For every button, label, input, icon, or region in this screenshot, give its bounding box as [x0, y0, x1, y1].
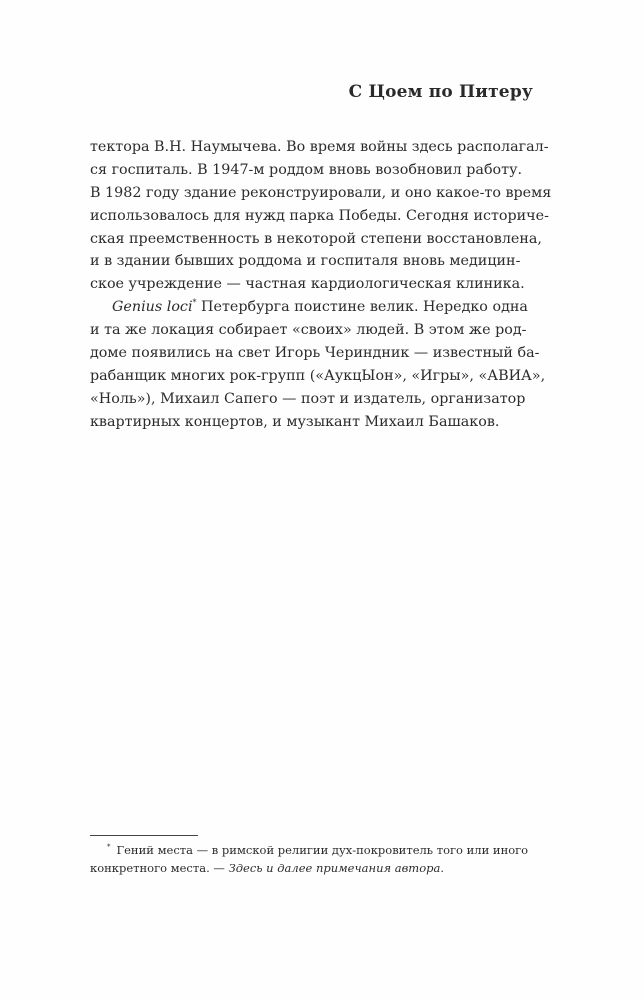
text-line [90, 411, 532, 434]
footnote-line [90, 860, 532, 878]
text-line-content: ское учреждение — частная кардиологическая клиника. [90, 276, 525, 293]
text-line-content: Петербурга поистине велик. Нередко одна [196, 299, 528, 316]
text-line-content: ся госпиталь. В 1947-м роддом вновь возобновил работу. [90, 161, 523, 178]
footnote-divider [90, 835, 198, 836]
text-line [90, 250, 532, 273]
text-line [90, 273, 532, 296]
footnote-text: конкретного места. — [90, 860, 229, 875]
text-line [90, 342, 540, 365]
text-line [90, 136, 549, 159]
footnote-reference[interactable]: * [192, 298, 197, 308]
text-line [90, 182, 552, 205]
footnote-italic-text: Здесь и далее примечания автора [228, 860, 441, 875]
text-line [90, 205, 549, 228]
paragraph-first-line [90, 296, 532, 319]
text-line-content: ская преемственность в некоторой степени восстановлена, [90, 230, 542, 247]
text-line-content: и та же локация собирает «своих» людей. В этом же род- [90, 322, 527, 339]
text-line-content: «Ноль»), Михаил Сапего — поэт и издатель, организатор [90, 390, 526, 407]
body-text [90, 136, 552, 434]
text-line-content: В 1982 году здание реконструировали, и оно какое-то время [90, 184, 552, 201]
text-line [90, 228, 542, 251]
text-line [90, 365, 546, 388]
text-line [90, 388, 532, 411]
text-line-content: использовалось для нужд парка Победы. Сегодня историче- [90, 207, 549, 224]
text-line [90, 319, 532, 342]
footnote-text: Гений места — в римской религии дух-покровитель того или иного [116, 843, 529, 857]
footnote-line [90, 842, 532, 860]
text-line-content: тектора В.Н. Наумычева. Во время войны здесь располагал- [90, 139, 549, 155]
text-line-content: и в здании бывших роддома и госпиталя вновь медицин- [90, 253, 521, 270]
running-head: С Цоем по Питеру [348, 82, 533, 102]
footnote-mark: * [107, 843, 111, 852]
text-line-content: доме появились на свет Игорь Чериндник — известный ба- [90, 345, 540, 362]
footnote [90, 842, 532, 877]
footnote-text: . [440, 860, 445, 875]
latin-phrase: Genius loci [112, 299, 193, 316]
text-line-content: квартирных концертов, и музыкант Михаил Башаков. [90, 413, 500, 430]
text-line-content: рабанщик многих рок-групп («АукцЫон», «Игры», «АВИА», [90, 367, 546, 384]
text-line [90, 159, 532, 182]
